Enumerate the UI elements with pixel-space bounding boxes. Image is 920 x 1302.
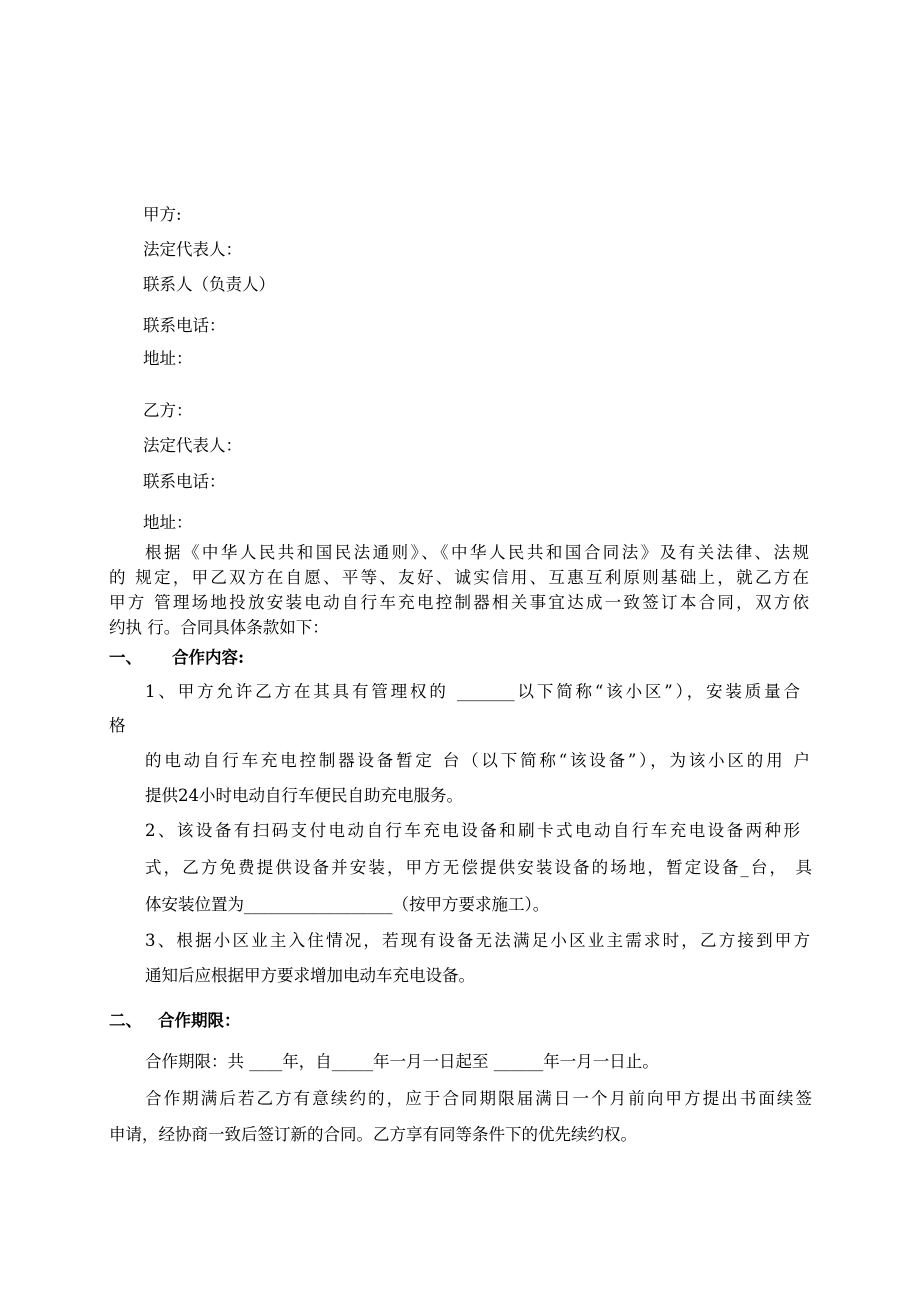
clause-line: 格 — [109, 716, 126, 735]
clause-line: 3、根据小区业主入住情况，若现有设备无法满足小区业主需求时，乙方接到甲方 — [145, 931, 810, 950]
clause-line: 提供24小时电动自行车便民自助充电服务。 — [145, 786, 463, 805]
term-line: 合作期满后若乙方有意续约的，应于合同期限届满日一个月前向甲方提出书面续签 — [145, 1089, 812, 1108]
section-2-number: 二、 — [109, 1011, 142, 1030]
clause-line: 的电动自行车充电控制器设备暂定 台（以下简称“该设备”），为该小区的用 户 — [145, 751, 810, 770]
clause-line: 1、甲方允许乙方在其具有管理权的 _______以下简称“该小区”），安装质量合 — [145, 682, 800, 701]
clause-line: 2、该设备有扫码支付电动自行车充电设备和刷卡式电动自行车充电设备两种形 — [145, 821, 800, 840]
section-1-title: 合作内容: — [172, 648, 245, 667]
party-a-contact-person: 联系人（负责人） — [143, 275, 275, 294]
term-line: 合作期限：共 ____年，自_____年一月一日起至 ______年一月一日止。 — [145, 1052, 659, 1071]
preamble-line: 根据《中华人民共和国民法通则》、《中华人民共和国合同法》及有关法律、法规 — [145, 543, 809, 562]
term-line: 申请，经协商一致后签订新的合同。乙方享有同等条件下的优先续约权。 — [109, 1125, 637, 1144]
preamble-line: 的 规定，甲乙双方在自愿、平等、友好、诚实信用、互惠互利原则基础上，就乙方在 — [109, 568, 809, 587]
clause-line: 通知后应根据甲方要求增加电动车充电设备。 — [145, 966, 475, 985]
section-2-title: 合作期限： — [158, 1011, 241, 1030]
party-b-address: 地址： — [143, 513, 193, 532]
party-a-legal-rep: 法定代表人： — [143, 240, 242, 259]
party-b-legal-rep: 法定代表人： — [143, 436, 242, 455]
clause-line: 式，乙方免费提供设备并安装，甲方无偿提供安装设备的场地，暂定设备_台， 具 — [145, 858, 812, 877]
preamble-line: 甲方 管理场地投放安装电动自行车充电控制器相关事宜达成一致签订本合同，双方依 — [109, 593, 809, 612]
section-1-number: 一、 — [109, 648, 142, 667]
preamble-line: 约执 行。合同具体条款如下： — [109, 618, 329, 637]
party-b-phone: 联系电话： — [143, 472, 226, 491]
party-a-address: 地址： — [143, 349, 193, 368]
party-b-label: 乙方： — [143, 401, 193, 420]
clause-line: 体安装位置为__________________（按甲方要求施工）。 — [145, 895, 550, 914]
party-a-label: 甲方: — [143, 205, 182, 224]
party-a-phone: 联系电话： — [143, 316, 226, 335]
